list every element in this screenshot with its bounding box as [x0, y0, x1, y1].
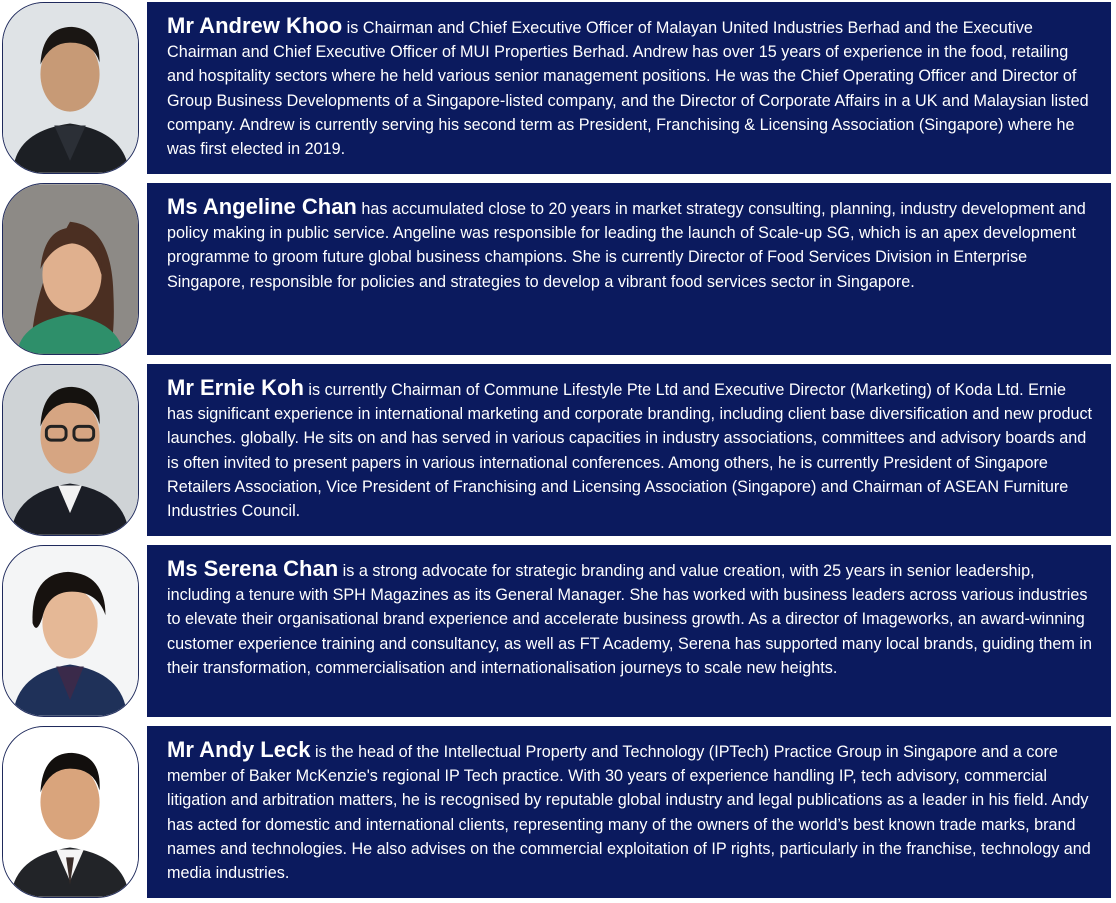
person-name: Ms Serena Chan [167, 556, 339, 581]
person-name: Mr Andy Leck [167, 737, 311, 762]
profile-row [0, 726, 1116, 898]
profile-photo [2, 726, 139, 898]
bio-text: is a strong advocate for strategic branding and value creation, with 25 years in senior leadership, including a tenure with SPH Magazines as its General Manager. She has worked with business leaders across various industries to elevate their organisational brand experience and accelerate business growth. As a director of Imageworks, an award-winning customer experience training and consultancy, as well as FT Academy, Serena has supported many local brands, guiding them in their transformation, commercialisation and internationalisation journeys to scale new heights. [167, 562, 1092, 677]
person-name: Mr Andrew Khoo [167, 13, 343, 38]
profile-row [0, 183, 1116, 355]
profile-photo [2, 364, 139, 536]
portrait-image [3, 3, 138, 173]
bio-text: has accumulated close to 20 years in market strategy consulting, planning, industry development and policy making in public service. Angeline was responsible for leading the launch of Scale-up SG, which is an apex development programme to groom future global business champions. She is currently Director of Food Services Division in Enterprise Singapore, responsible for policies and strategies to develop a vibrant food services sector in Singapore. [167, 200, 1086, 291]
profile-photo [2, 183, 139, 355]
portrait-image [3, 184, 138, 354]
bio-panel [147, 2, 1111, 174]
person-name: Ms Angeline Chan [167, 194, 357, 219]
bio-text: is currently Chairman of Commune Lifestyle Pte Ltd and Executive Director (Marketing) of Koda Ltd. Ernie has significant experience in international marketing and corporate branding, including client base diversification and new product launches. globally. He sits on and has served in various capacities in industry associations, committees and advisory boards and is often invited to present papers in various international conferences. Among others, he is currently President of Singapore Retailers Association, Vice President of Franchising and Licensing Association (Singapore) and Chairman of ASEAN Furniture Industries Council. [167, 381, 1093, 521]
profile-row [0, 545, 1116, 717]
person-name: Mr Ernie Koh [167, 375, 304, 400]
bio-text: is Chairman and Chief Executive Officer of Malayan United Industries Berhad and the Executive Chairman and Chief Executive Officer of MUI Properties Berhad. Andrew has over 15 years of experience in the food, retailing and hospitality sectors where he held various senior management positions. He was the Chief Operating Officer and Director of Group Business Developments of a Singapore-listed company, and the Director of Corporate Affairs in a UK and Malaysian listed company. Andrew is currently serving his second term as President, Franchising & Licensing Association (Singapore) where he was first elected in 2019. [167, 19, 1089, 159]
portrait-image [3, 546, 138, 716]
portrait-image [3, 727, 138, 897]
profile-row [0, 2, 1116, 174]
portrait-image [3, 365, 138, 535]
profile-photo [2, 2, 139, 174]
bio-panel [147, 726, 1111, 898]
profile-row [0, 364, 1116, 536]
bio-panel [147, 364, 1111, 536]
profile-photo [2, 545, 139, 717]
bio-panel [147, 183, 1111, 355]
bio-text: is the head of the Intellectual Property and Technology (IPTech) Practice Group in Singapore and a core member of Baker McKenzie's regional IP Tech practice. With 30 years of experience handling IP, tech advisory, commercial litigation and arbitration matters, he is recognised by reputable global industry and legal publications as a leader in his field. Andy has acted for domestic and international clients, representing many of the owners of the world’s best known trade marks, brand names and technologies. He also advises on the commercial exploitation of IP rights, particularly in the franchise, technology and media industries. [167, 743, 1091, 883]
bio-panel [147, 545, 1111, 717]
